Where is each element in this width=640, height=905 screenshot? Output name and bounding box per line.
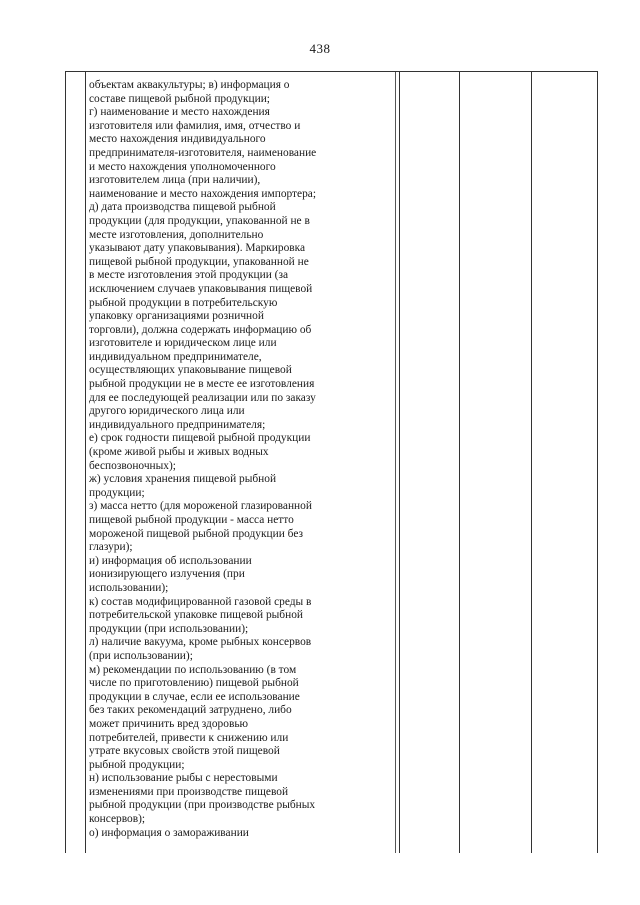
text-line: индивидуальном предпринимателе, xyxy=(89,350,262,363)
text-line: другого юридического лица или xyxy=(89,405,245,418)
text-line: ж) условия хранения пищевой рыбной xyxy=(89,473,277,486)
text-line: объектам аквакультуры; в) информация о xyxy=(89,79,290,91)
text-line: рыбной продукции; xyxy=(89,758,185,771)
text-line: н) использование рыбы с нерестовыми xyxy=(89,772,278,785)
text-line: торговли), должна содержать информацию об xyxy=(89,323,312,336)
text-line: указывают дату упаковывания). Маркировка xyxy=(89,242,306,255)
text-line: наименование и место нахождения импортера; xyxy=(89,187,317,200)
table-column-3 xyxy=(400,72,460,853)
text-line: м) рекомендации по использованию (в том xyxy=(89,663,297,676)
text-line: утрате вкусовых свойств этой пищевой xyxy=(89,745,280,758)
text-line: исключением случаев упаковывания пищевой xyxy=(89,282,313,295)
text-line: рыбной продукции (при производстве рыбных xyxy=(89,799,316,812)
text-line: изготовителем лица (при наличии), xyxy=(89,174,261,187)
text-line: индивидуального предпринимателя; xyxy=(89,418,266,431)
text-line: е) срок годности пищевой рыбной продукции xyxy=(89,432,311,445)
text-line: месте изготовления, дополнительно xyxy=(89,228,264,241)
table-column-5 xyxy=(532,72,598,853)
text-line: пищевой рыбной продукции, упакованной не xyxy=(89,255,309,268)
text-line: о) информация о замораживании xyxy=(89,826,249,839)
text-line: числе по приготовлению) пищевой рыбной xyxy=(89,677,299,690)
text-line: (при использовании); xyxy=(89,649,193,662)
text-line: составе пищевой рыбной продукции; xyxy=(89,92,270,105)
text-line: в месте изготовления этой продукции (за xyxy=(89,269,289,282)
text-line: мороженой пищевой рыбной продукции без xyxy=(89,527,304,540)
text-line: может причинить вред здоровью xyxy=(89,717,249,730)
requirements-table xyxy=(65,71,598,853)
text-line: использовании); xyxy=(89,581,169,594)
text-line: д) дата производства пищевой рыбной xyxy=(89,201,276,214)
text-line: г) наименование и место нахождения xyxy=(89,106,270,119)
text-line: предпринимателя-изготовителя, наименование xyxy=(89,146,317,159)
text-line: и) информация об использовании xyxy=(89,554,252,567)
text-line: осуществляющих упаковывание пищевой xyxy=(89,364,292,377)
text-line: пищевой рыбной продукции - масса нетто xyxy=(89,514,294,526)
text-line: консервов); xyxy=(89,813,146,826)
table-column-4 xyxy=(460,72,532,853)
text-line: изменениями при производстве пищевой xyxy=(89,785,289,798)
text-line: к) состав модифицированной газовой среды в xyxy=(89,595,312,608)
text-line: продукции в случае, если ее использование xyxy=(89,690,300,703)
text-line: ионизирующего излучения (при xyxy=(89,568,245,581)
text-line: продукции (для продукции, упакованной не в xyxy=(89,214,310,227)
text-line: глазури); xyxy=(89,541,133,554)
text-line: продукции; xyxy=(89,486,145,499)
text-line: (кроме живой рыбы и живых водных xyxy=(89,446,269,459)
page-number: 438 xyxy=(309,41,331,56)
text-line: для ее последующей реализации или по заказу xyxy=(89,391,316,404)
text-line: упаковку организациями розничной xyxy=(89,310,264,323)
text-line: и место нахождения уполномоченного xyxy=(89,160,276,173)
text-line: продукции (при использовании); xyxy=(89,622,249,635)
text-line: без таких рекомендаций затруднено, либо xyxy=(89,704,292,717)
text-line: потребителей, привести к снижению или xyxy=(89,731,289,744)
text-line: потребительской упаковке пищевой рыбной xyxy=(89,609,303,622)
text-line: изготовителя или фамилия, имя, отчество и xyxy=(89,119,301,132)
text-line: изготовителе и юридическом лице или xyxy=(89,337,277,350)
requirements-cell-text xyxy=(89,79,337,840)
text-line: рыбной продукции в потребительскую xyxy=(89,296,278,309)
text-line: место нахождения индивидуального xyxy=(89,133,266,146)
text-line: з) масса нетто (для мороженой глазированной xyxy=(89,500,312,513)
text-line: рыбной продукции не в месте ее изготовления xyxy=(89,378,315,391)
text-line: беспозвоночных); xyxy=(89,459,176,472)
table-column-index xyxy=(66,72,86,853)
text-line: л) наличие вакуума, кроме рыбных консервов xyxy=(89,636,312,649)
